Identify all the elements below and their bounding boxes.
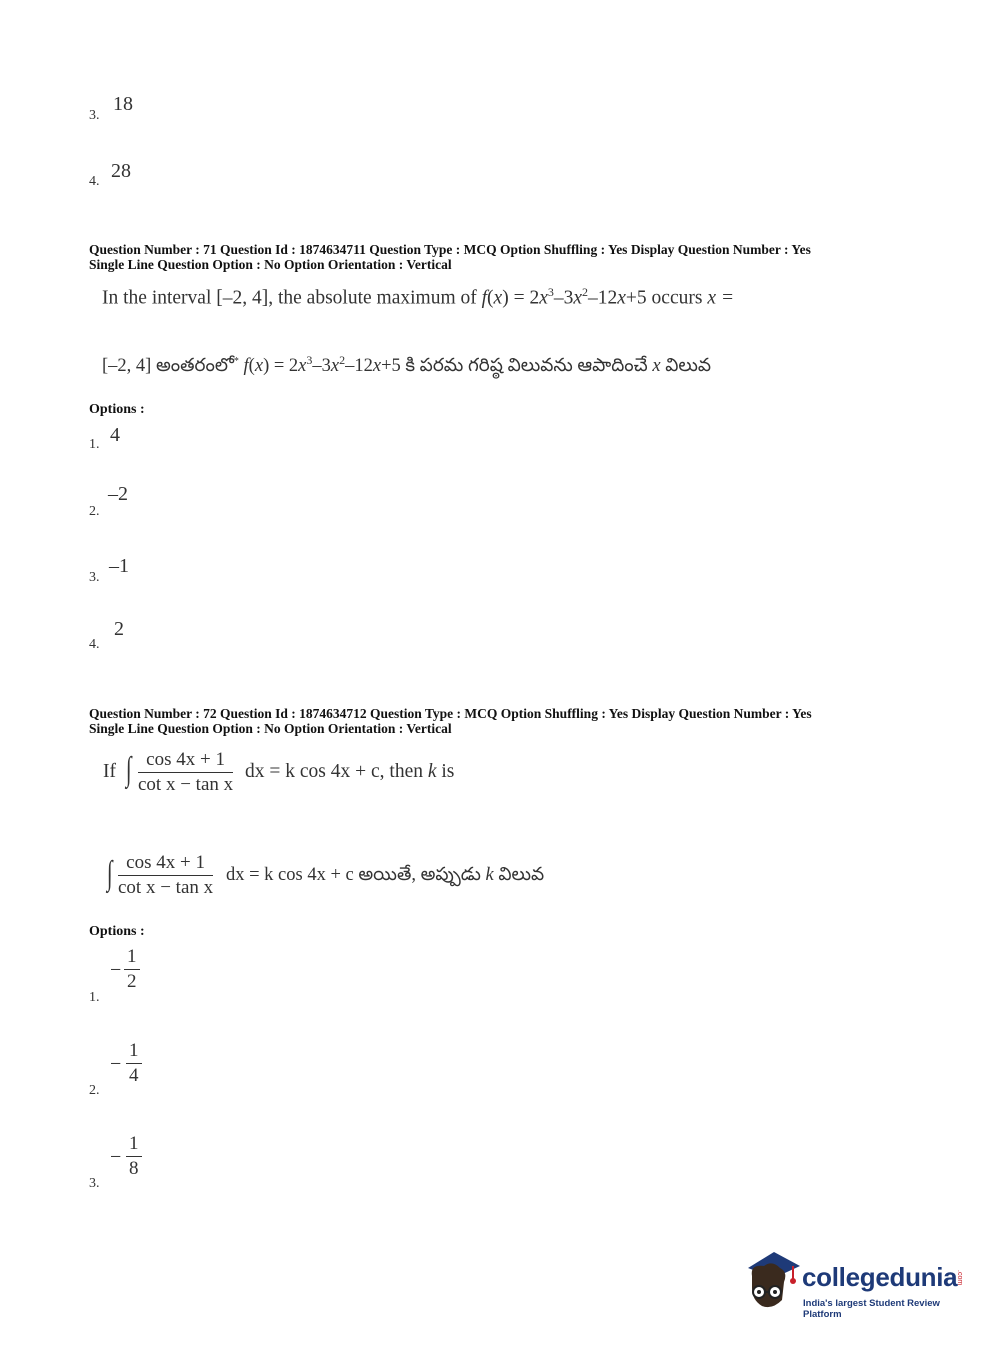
q72-en-is: is <box>436 761 455 782</box>
prev-option-4-number: 4. <box>89 174 100 189</box>
prev-option-4-value: 28 <box>111 160 131 182</box>
q72-en-k: k <box>427 761 437 782</box>
q71-telugu-text: [–2, 4] అంతరంలో* $f(x) = 2x^3-3x^2-12x+5$ కి పరమ గరిష్ఠ విలువను ఆపాదించే x విలువ <box>102 353 712 377</box>
collegedunia-logo <box>742 1248 972 1318</box>
q72-te-k: k <box>485 865 494 885</box>
q71-en-prefix: In the interval [–2, 4], the absolute maximum of <box>102 287 482 309</box>
q71-option-3-number: 3. <box>89 570 100 585</box>
q72-en-fraction <box>138 748 233 797</box>
q71-option-4-value[interactable]: 2 <box>114 618 124 640</box>
q71-option-2-value[interactable]: –2 <box>108 483 128 505</box>
q72-option-2-number: 2. <box>89 1083 100 1098</box>
q72-option-2-fraction[interactable] <box>126 1039 142 1088</box>
q72-telugu-rhs <box>226 864 544 889</box>
q72-options-label: Options : <box>89 924 145 939</box>
prev-option-3-value: 18 <box>113 93 133 115</box>
q72-option-1-denominator: 2 <box>127 971 137 992</box>
logo-suffix: .com <box>956 1270 963 1286</box>
q72-meta-line2: Single Line Question Option : No Option Orientation : Vertical <box>89 721 452 736</box>
q72-option-1-numerator: 1 <box>127 946 137 967</box>
q71-meta <box>89 242 811 272</box>
q72-option-3-sign[interactable]: − <box>110 1146 122 1168</box>
q72-option-3-number: 3. <box>89 1176 100 1191</box>
q72-english-rhs <box>245 761 454 783</box>
q72-option-2-numerator: 1 <box>129 1040 139 1061</box>
q72-option-3-fraction[interactable] <box>126 1132 142 1181</box>
q71-option-4-number: 4. <box>89 637 100 652</box>
q72-te-end: విలువ <box>493 865 545 885</box>
q71-option-1-number: 1. <box>89 437 100 452</box>
q71-te-end: విలువ <box>660 356 712 377</box>
q71-option-3-value[interactable]: –1 <box>109 555 129 577</box>
q72-en-integral-sign: ∫ <box>125 751 132 788</box>
q72-te-after: అయితే, అప్పుడు <box>353 865 486 885</box>
q72-option-3-numerator: 1 <box>129 1133 139 1154</box>
q71-en-suffix: occurs <box>646 287 708 309</box>
q72-en-rhs: dx = k cos 4x + c <box>245 761 380 782</box>
q72-meta-line1: Question Number : 72 Question Id : 1874634712 Question Type : MCQ Option Shuffling : Yes Display Question Number : Yes <box>89 706 812 721</box>
q71-option-1-value[interactable]: 4 <box>110 424 120 446</box>
q72-option-1-number: 1. <box>89 990 100 1005</box>
q72-en-denominator: cot x − tan x <box>138 774 234 795</box>
q71-en-end: x = <box>707 287 735 309</box>
q71-option-2-number: 2. <box>89 504 100 519</box>
q72-te-fraction <box>118 851 213 900</box>
q71-te-prefix: [–2, 4] అంతరంలో <box>102 356 234 377</box>
q71-meta-line2: Single Line Question Option : No Option Orientation : Vertical <box>89 257 452 272</box>
q72-en-numerator: cos 4x + 1 <box>146 749 225 770</box>
q72-te-rhs: dx = k cos 4x + c <box>226 865 354 885</box>
q71-english-text: In the interval [–2, 4], the absolute maximum of $f(x) = 2x^3-3x^2-12x+5$ occurs x = <box>102 285 735 309</box>
q72-en-then: , then <box>379 761 428 782</box>
q72-te-denominator: cot x − tan x <box>118 877 214 898</box>
prev-option-3-number: 3. <box>89 108 100 123</box>
q72-meta <box>89 706 812 736</box>
q72-option-3-denominator: 8 <box>129 1158 139 1179</box>
logo-tagline: India's largest Student Review Platform <box>803 1298 940 1320</box>
q72-option-2-sign[interactable]: − <box>110 1053 122 1075</box>
q72-option-1-sign[interactable]: − <box>110 959 122 981</box>
q72-te-integral-sign: ∫ <box>106 855 113 892</box>
q72-option-2-denominator: 4 <box>129 1065 139 1086</box>
q72-option-1-fraction[interactable] <box>124 945 140 994</box>
q72-te-numerator: cos 4x + 1 <box>126 852 205 873</box>
q71-te-mid: పరమ గరిష్ఠ విలువను ఆపాదించే <box>415 356 653 377</box>
q72-en-if: If <box>103 761 116 782</box>
logo-name: collegedunia <box>802 1262 958 1292</box>
q71-meta-line1: Question Number : 71 Question Id : 1874634711 Question Type : MCQ Option Shuffling : Yes Display Question Number : Yes <box>89 242 811 257</box>
q71-options-label: Options : <box>89 402 145 417</box>
mascot-icon <box>742 1248 800 1314</box>
